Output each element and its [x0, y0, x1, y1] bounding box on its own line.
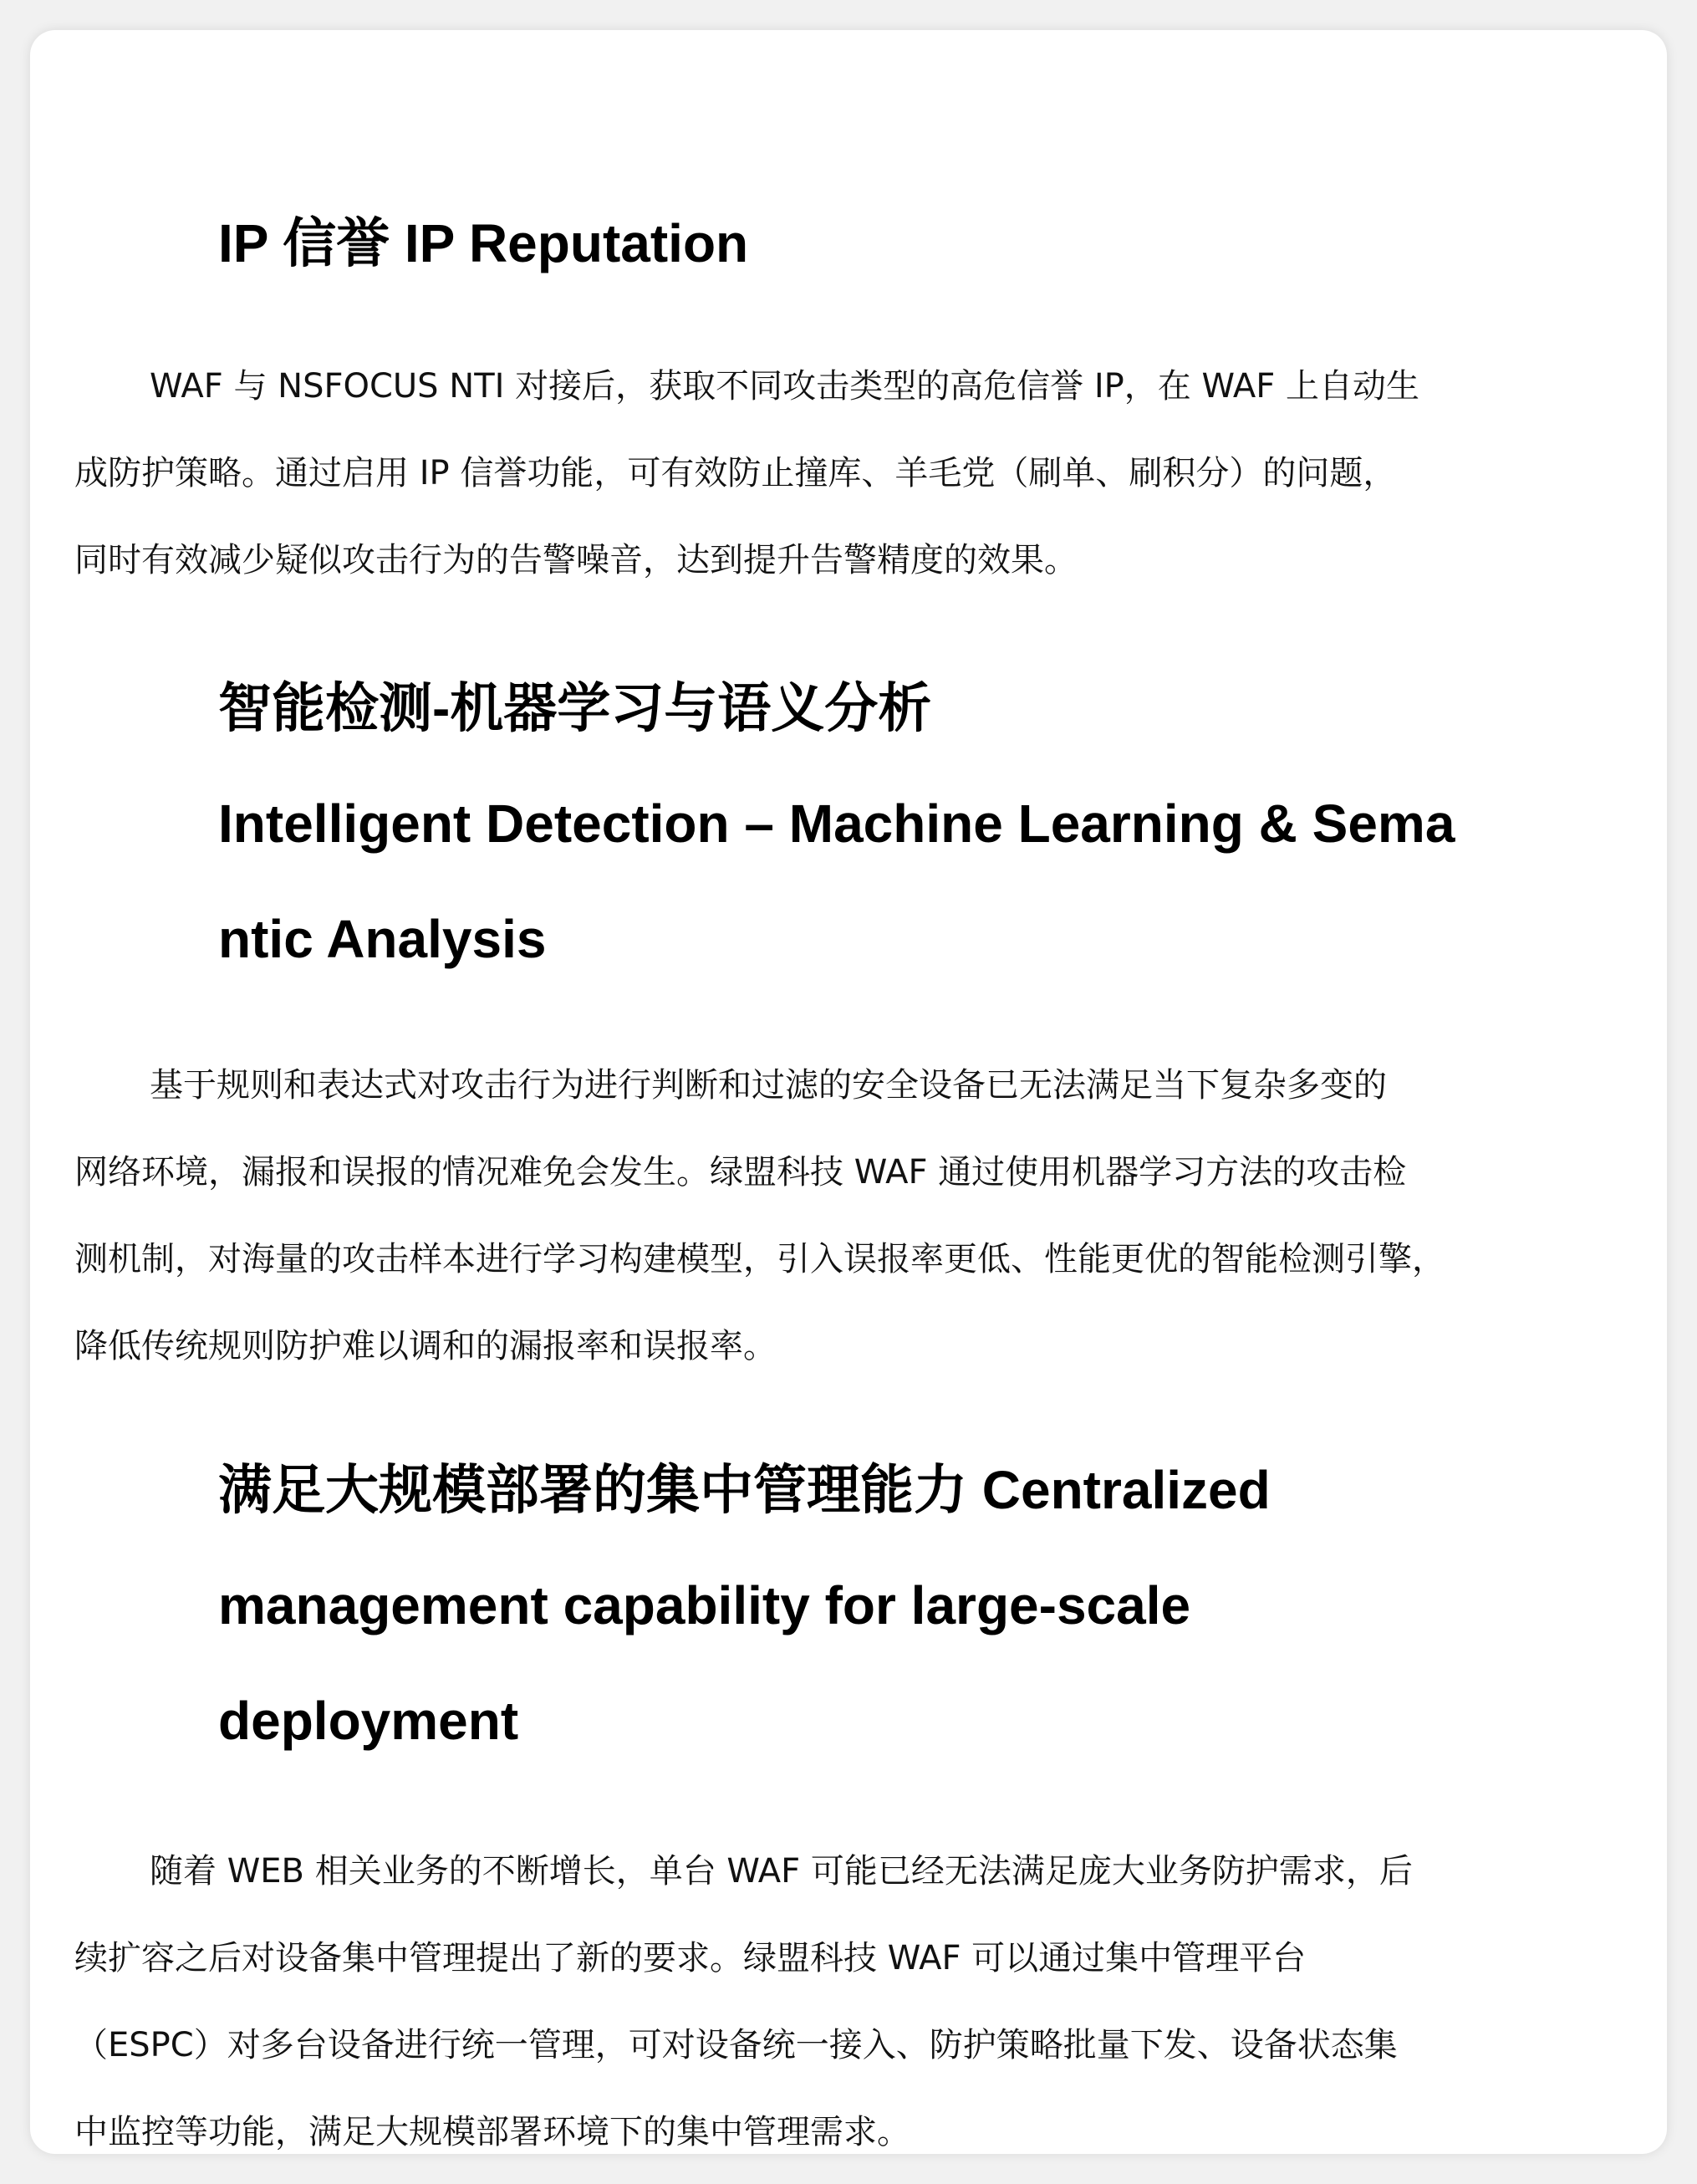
section-title-line: management capability for large-scale — [218, 1575, 1191, 1635]
section-title-ip-reputation — [218, 186, 748, 301]
section-title-line: 满足大规模部署的集中管理能力 Centralized — [218, 1460, 1271, 1520]
paragraph-line: 成防护策略。通过启用 IP 信誉功能，可有效防止撞库、羊毛党（刷单、刷积分）的问题， — [74, 454, 1397, 492]
section-title-line: 智能检测-机器学习与语义分析 — [218, 678, 932, 738]
section-title-line: IP 信誉 IP Reputation — [218, 213, 749, 273]
paragraph-centralized-management — [74, 1828, 1629, 2176]
paragraph-intelligent-detection — [74, 1042, 1629, 1390]
section-title-line: ntic Analysis — [218, 909, 547, 969]
paragraph-line: 续扩容之后对设备集中管理提出了新的要求。绿盟科技 WAF 可以通过集中管理平台 — [74, 1939, 1307, 1977]
paragraph-line: 测机制，对海量的攻击样本进行学习构建模型，引入误报率更低、性能更优的智能检测引擎， — [74, 1240, 1445, 1278]
section-title-line: Intelligent Detection – Machine Learning & Sema — [218, 793, 1455, 854]
paragraph-line: 网络环境，漏报和误报的情况难免会发生。绿盟科技 WAF 通过使用机器学习方法的攻击检 — [74, 1153, 1407, 1192]
paragraph-line: 基于规则和表达式对攻击行为进行判断和过滤的安全设备已无法满足当下复杂多变的 — [150, 1066, 1387, 1105]
section-title-centralized-management — [218, 1432, 1271, 1778]
section-title-line: deployment — [218, 1691, 519, 1751]
paragraph-line: WAF 与 NSFOCUS NTI 对接后，获取不同攻击类型的高危信誉 IP，在 WAF 上自动生 — [150, 367, 1419, 406]
paragraph-line: 降低传统规则防护难以调和的漏报率和误报率。 — [74, 1327, 777, 1365]
paragraph-line: 中监控等功能，满足大规模部署环境下的集中管理需求。 — [74, 2113, 910, 2151]
paragraph-ip-reputation — [74, 343, 1629, 604]
document-page — [30, 30, 1667, 2154]
section-title-intelligent-detection — [218, 651, 1455, 997]
paragraph-line: 随着 WEB 相关业务的不断增长，单台 WAF 可能已经无法满足庞大业务防护需求，后 — [150, 1852, 1413, 1891]
paragraph-line: （ESPC）对多台设备进行统一管理，可对设备统一接入、防护策略批量下发、设备状态集 — [74, 2026, 1398, 2064]
paragraph-line: 同时有效减少疑似攻击行为的告警噪音，达到提升告警精度的效果。 — [74, 541, 1078, 579]
